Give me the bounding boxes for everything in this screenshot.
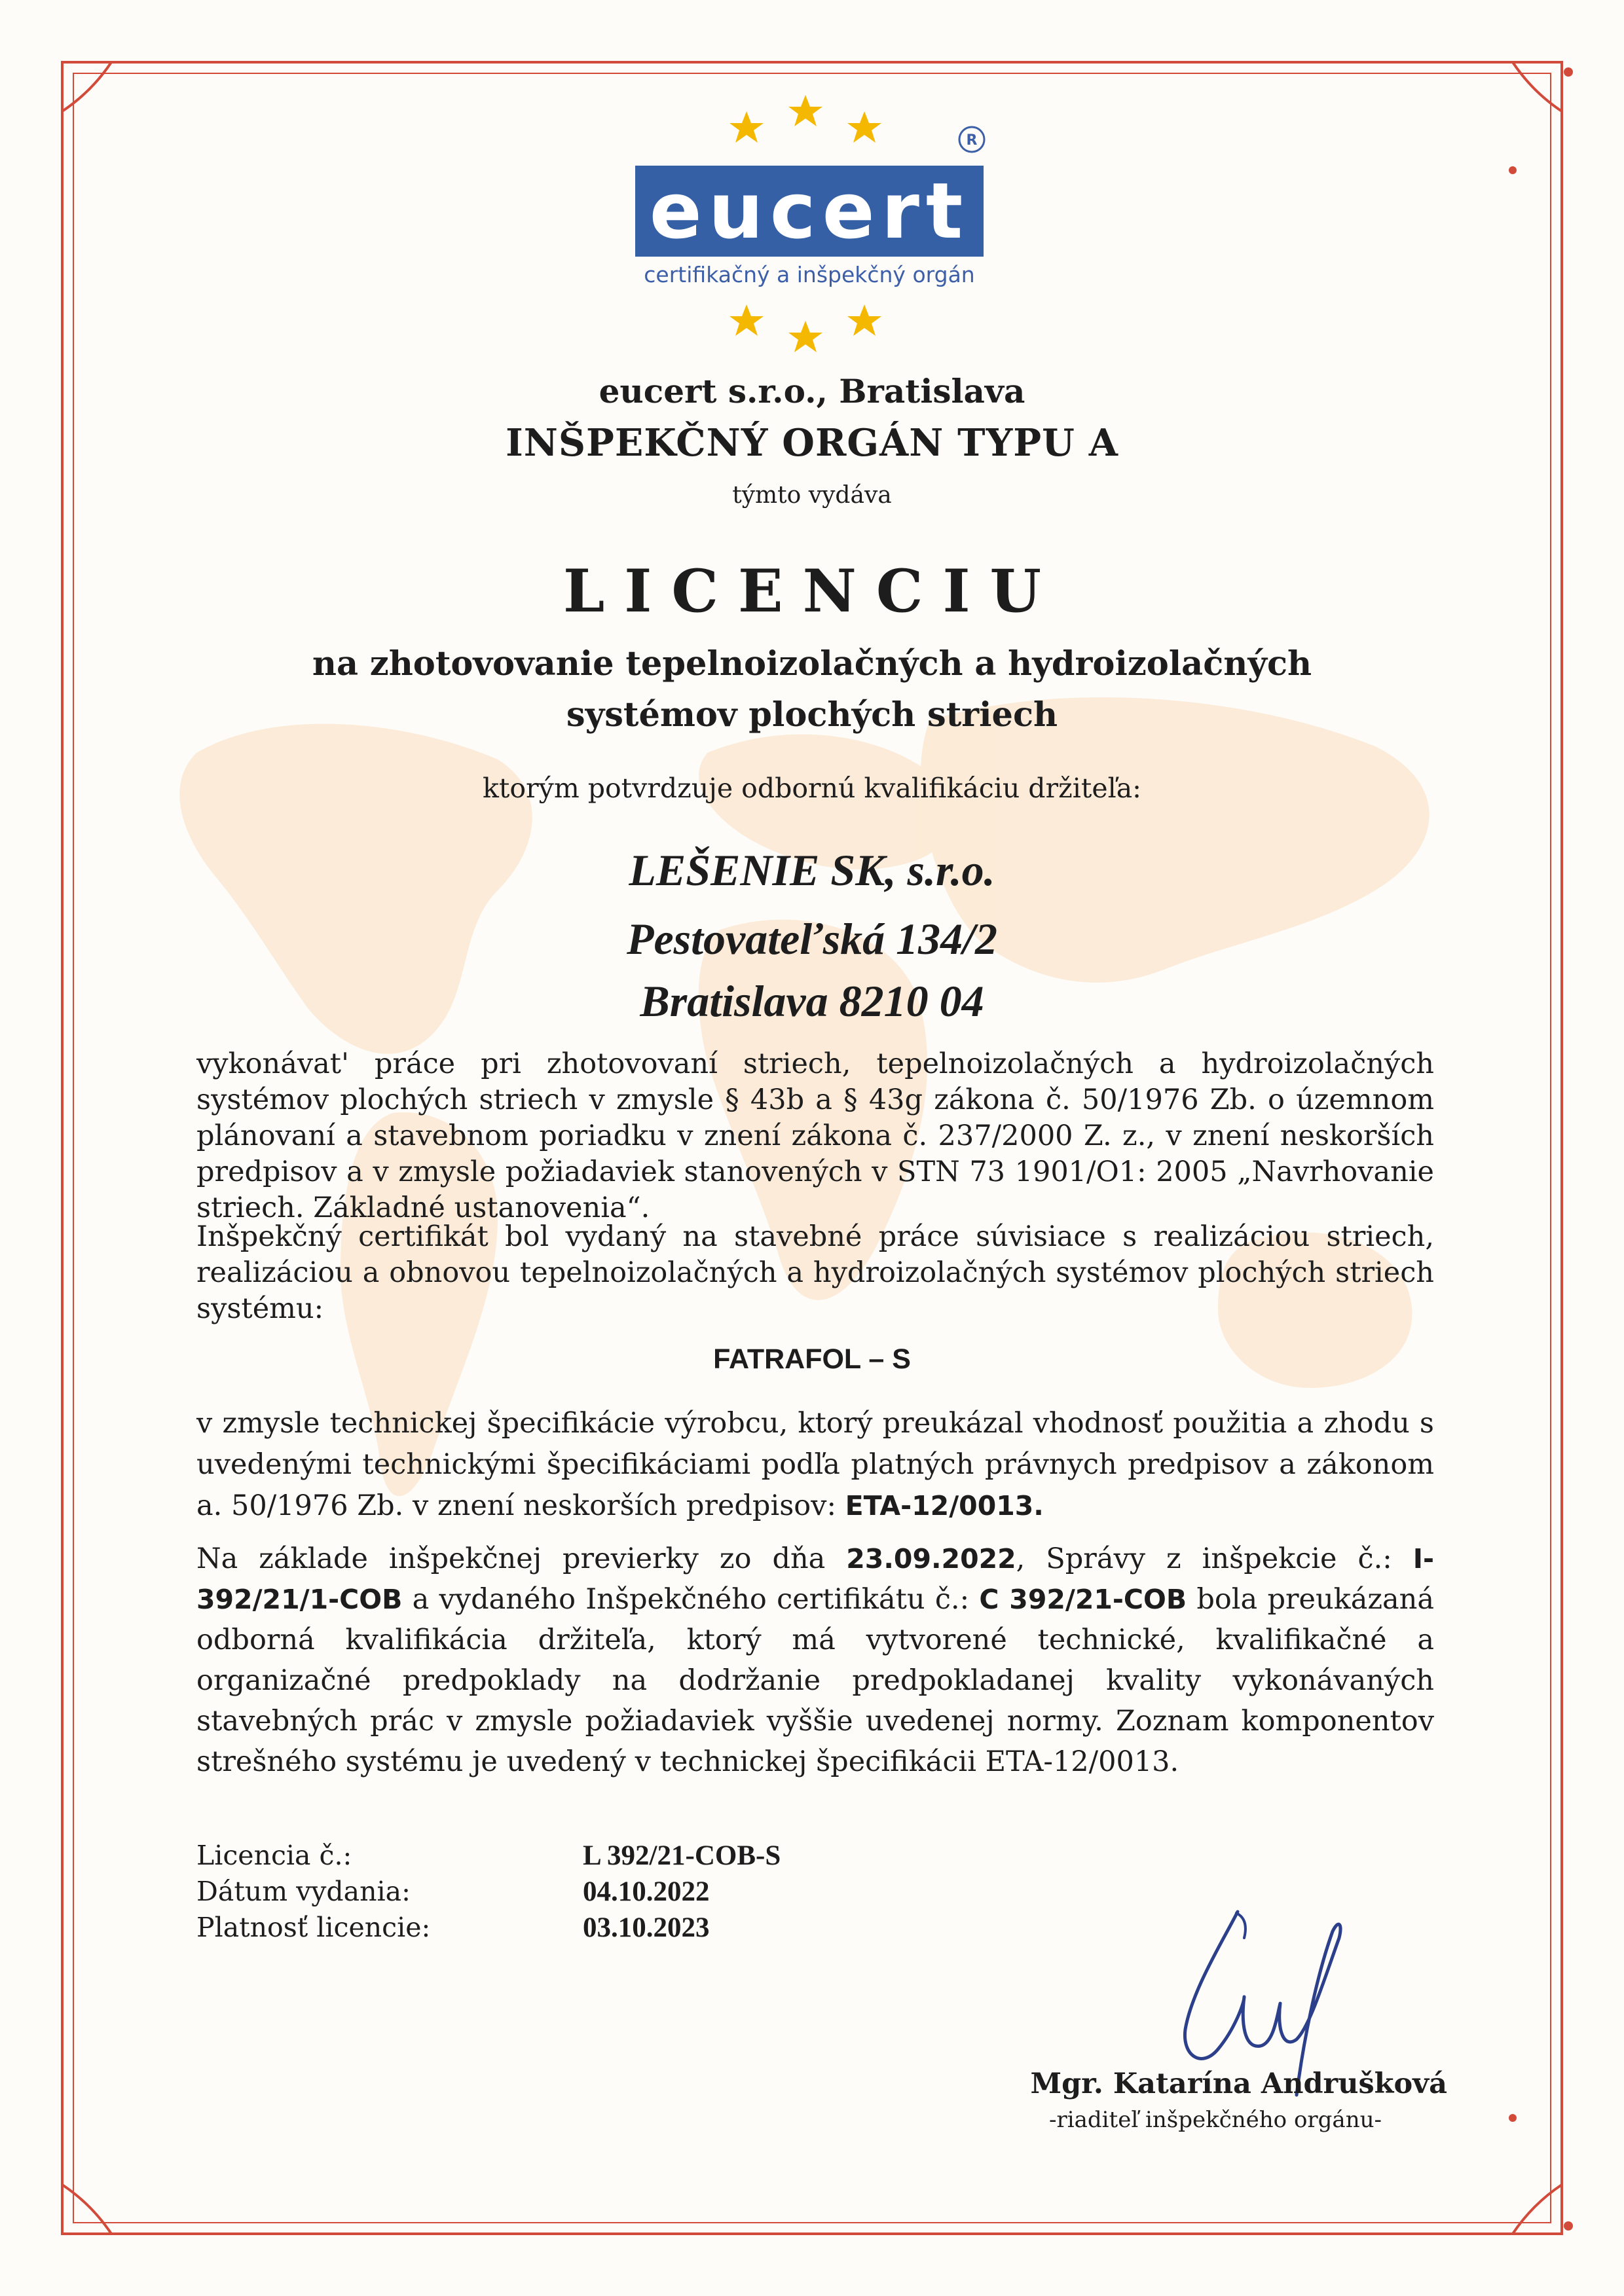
inspection-text-a: Na základe inšpekčnej previerky zo dňa <box>196 1542 847 1575</box>
issuer-company: eucert s.r.o., Bratislava <box>599 372 1025 410</box>
star-icon <box>729 304 764 336</box>
paragraph-scope: vykonávat' práce pri zhotovovaní striech, tepelnoizolačných a hydroizolačných systémov plochých striech v zmysle § 43b a § 43g zákona č. 50/1976 Zb. o územnom plánovaní a stavebnom poriadku v znení zákona č. 237/2000 Z. z., v znení neskorších predpisov a v zmysle požiadaviek stanovených v STN 73 1901/O1: 2005 „Navrhovanie striech. Základné ustanovenia“. <box>196 1048 1434 1224</box>
star-icon <box>847 111 881 143</box>
star-icon <box>788 95 822 126</box>
specification-text: v zmysle technickej špecifikácie výrobcu, ktorý preukázal vhodnosť použitia a zhodu s uvedenými technickými špecifikáciami podľa platných právnych predpisov a zákonom a. 50/1976 Zb. v znení neskorších predpisov: <box>196 1407 1434 1522</box>
eta-reference: ETA-12/0013. <box>845 1490 1044 1522</box>
licence-number-value: L 392/21-COB-S <box>583 1840 781 1871</box>
paragraph-inspection <box>196 1539 1434 1782</box>
svg-text:R: R <box>966 132 978 149</box>
inspection-report-number: I-392/21/1-COB <box>196 1543 1434 1615</box>
organ-type: INŠPEKČNÝ ORGÁN TYPU A <box>506 421 1118 465</box>
registered-mark-icon <box>957 124 987 155</box>
inspection-text-b: , Správy z inšpekcie č.: <box>1016 1542 1413 1575</box>
star-icon <box>847 304 881 336</box>
holder-street: Pestovateľská 134/2 <box>626 914 998 964</box>
star-icon-group-top <box>707 85 917 151</box>
scope-line-1: na zhotovovanie tepelnoizolačných a hydroizolačných <box>312 644 1312 683</box>
signatory-name: Mgr. Katarína Andrušková <box>1030 2068 1447 2100</box>
licence-number-label: Licencia č.: <box>196 1840 352 1871</box>
product-name: FATRAFOL – S <box>713 1343 911 1375</box>
star-icon <box>788 321 822 352</box>
licence-scope <box>0 638 1624 740</box>
confirm-text: ktorým potvrdzuje odbornú kvalifikáciu držiteľa: <box>483 773 1141 804</box>
document-title: LICENCIU <box>563 556 1061 626</box>
validity-value: 03.10.2023 <box>583 1912 710 1943</box>
paragraph-certificate: Inšpekčný certifikát bol vydaný na stavebné práce súvisiace s realizáciou striech, realizáciou a obnovou tepelnoizolačných a hydroizolačných systémov plochých striech systému: <box>196 1220 1434 1325</box>
eucert-logo: eucert <box>635 166 984 257</box>
logo-subtitle: certifikačný a inšpekčný orgán <box>644 262 975 287</box>
signatory-role: -riaditeľ inšpekčného orgánu- <box>1049 2107 1382 2133</box>
scope-line-2: systémov plochých striech <box>566 695 1058 735</box>
holder-city: Bratislava 8210 04 <box>640 976 984 1026</box>
paragraph-specification <box>196 1403 1434 1527</box>
issue-date-value: 04.10.2022 <box>583 1876 710 1907</box>
inspection-text-c: a vydaného Inšpekčného certifikátu č.: <box>402 1583 980 1616</box>
issue-date-label: Dátum vydania: <box>196 1876 411 1907</box>
inspection-date: 23.09.2022 <box>846 1543 1016 1575</box>
issues-text: týmto vydáva <box>732 482 892 509</box>
holder-name: LEŠENIE SK, s.r.o. <box>629 845 995 895</box>
star-icon <box>729 111 764 143</box>
certificate-number: C 392/21-COB <box>979 1584 1187 1615</box>
inspection-text-d: bola preukázaná odborná kvalifikácia držiteľa, ktorý má vytvorené technické, kvalifikačné a organizačné predpoklady na dodržanie predpokladanej kvality vykonávaných stavebných prác v zmysle požiadaviek vyššie uvedenej normy. Zoznam komponentov strešného systému je uvedený v technickej špecifikácii ETA-12/0013. <box>196 1583 1434 1778</box>
validity-label: Platnosť licencie: <box>196 1912 431 1943</box>
star-icon-group-bottom <box>707 298 917 363</box>
